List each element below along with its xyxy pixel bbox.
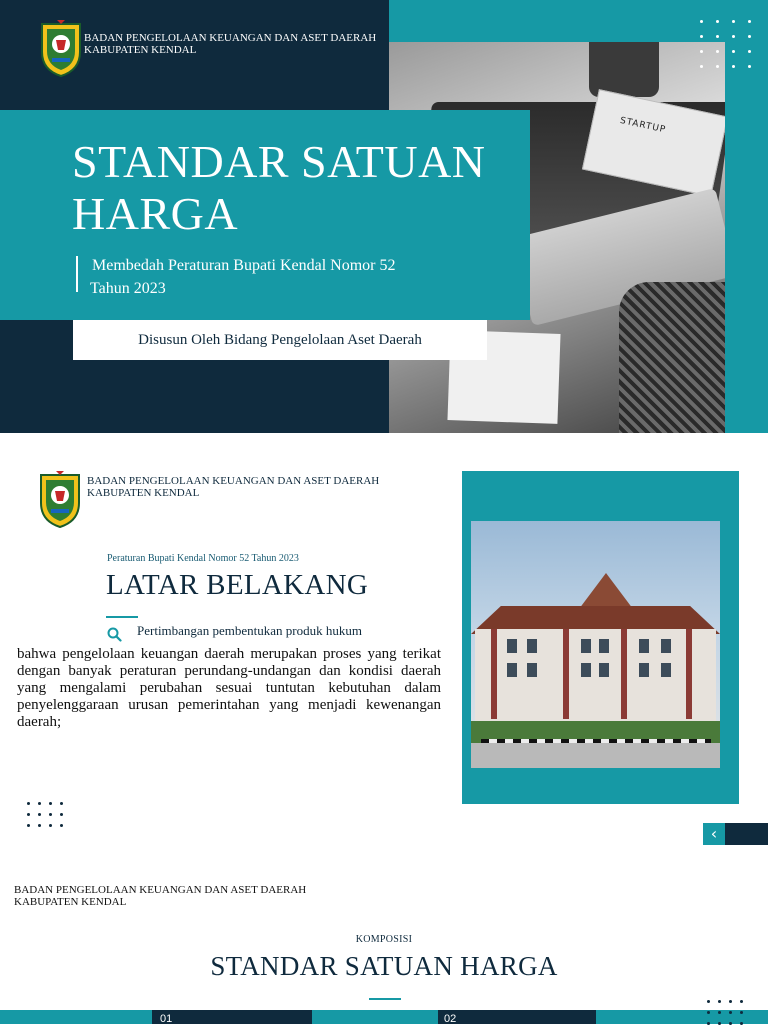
org-line1: BADAN PENGELOLAAN KEUANGAN DAN ASET DAERAH	[84, 32, 377, 44]
org-line2: KABUPATEN KENDAL	[87, 487, 200, 499]
slide2-body-text: bahwa pengelolaan keuangan daerah merupakan proses yang terikat dengan banyak peraturan perundang-undangan dan kondisi daerah yang mengalami perubahan sesuai tuntutan kebutuhan dalam penyelenggaraan urusan pemerintahan yang menjadi kewenangan daerah;	[17, 646, 441, 730]
slide3-org-name	[14, 884, 306, 908]
org-line2: KABUPATEN KENDAL	[14, 896, 127, 908]
building-window	[599, 639, 609, 653]
building-window	[527, 663, 537, 677]
subtitle-line1: Membedah Peraturan Bupati Kendal Nomor 52	[92, 257, 396, 274]
building-column	[621, 629, 627, 719]
org-line2: KABUPATEN KENDAL	[84, 44, 197, 56]
slide3-kicker: KOMPOSISI	[355, 934, 413, 945]
slide1-subtitle	[92, 254, 412, 300]
slide3-title: STANDAR SATUAN HARGA	[210, 951, 558, 981]
search-icon	[106, 626, 122, 642]
building-column	[563, 629, 569, 719]
author-text: Disusun Oleh Bidang Pengelolaan Aset Daerah	[138, 332, 422, 348]
title-underline	[106, 616, 138, 618]
building-column	[686, 629, 692, 719]
org-line1: BADAN PENGELOLAAN KEUANGAN DAN ASET DAERAH	[14, 884, 307, 896]
building-window	[661, 639, 671, 653]
building-road	[471, 743, 720, 768]
kendal-logo	[37, 469, 83, 529]
title-line2: HARGA	[72, 188, 239, 239]
composition-card-1	[152, 1010, 312, 1024]
building-window	[581, 663, 591, 677]
subtitle-line2: Tahun 2023	[90, 280, 166, 297]
subtitle-accent-bar	[76, 256, 78, 292]
title-line1: STANDAR SATUAN	[72, 136, 486, 187]
slide2-dot-grid	[27, 802, 63, 827]
slide1-org-name	[84, 32, 376, 56]
nav-bar	[725, 823, 768, 845]
building-column	[491, 629, 497, 719]
slide2-title: LATAR BELAKANG	[106, 569, 369, 601]
building-window	[639, 639, 649, 653]
card-number: 01	[160, 1013, 173, 1025]
building-window	[527, 639, 537, 653]
org-line1: BADAN PENGELOLAAN KEUANGAN DAN ASET DAERAH	[87, 475, 380, 487]
building-window	[581, 639, 591, 653]
slide3-teal-band	[0, 1010, 768, 1024]
title-underline	[369, 998, 401, 1000]
composition-card-2	[438, 1010, 596, 1024]
building-window	[599, 663, 609, 677]
photo-arm	[619, 282, 725, 433]
slide1-title	[72, 136, 486, 240]
slide3-dot-grid	[707, 1000, 743, 1025]
card-number: 02	[444, 1013, 457, 1025]
photo-book-text: STARTUP	[619, 115, 667, 136]
kendal-logo	[38, 18, 84, 78]
prev-slide-button[interactable]: ‹	[703, 823, 725, 845]
building-window	[507, 663, 517, 677]
slide2-org-name	[87, 475, 379, 499]
slide2-point: Pertimbangan pembentukan produk hukum	[137, 623, 362, 638]
slide2-kicker: Peraturan Bupati Kendal Nomor 52 Tahun 2023	[107, 553, 299, 564]
office-building-photo	[471, 521, 720, 768]
building-window	[639, 663, 649, 677]
building-window	[507, 639, 517, 653]
slide1-dot-grid	[700, 20, 751, 68]
building-window	[661, 663, 671, 677]
